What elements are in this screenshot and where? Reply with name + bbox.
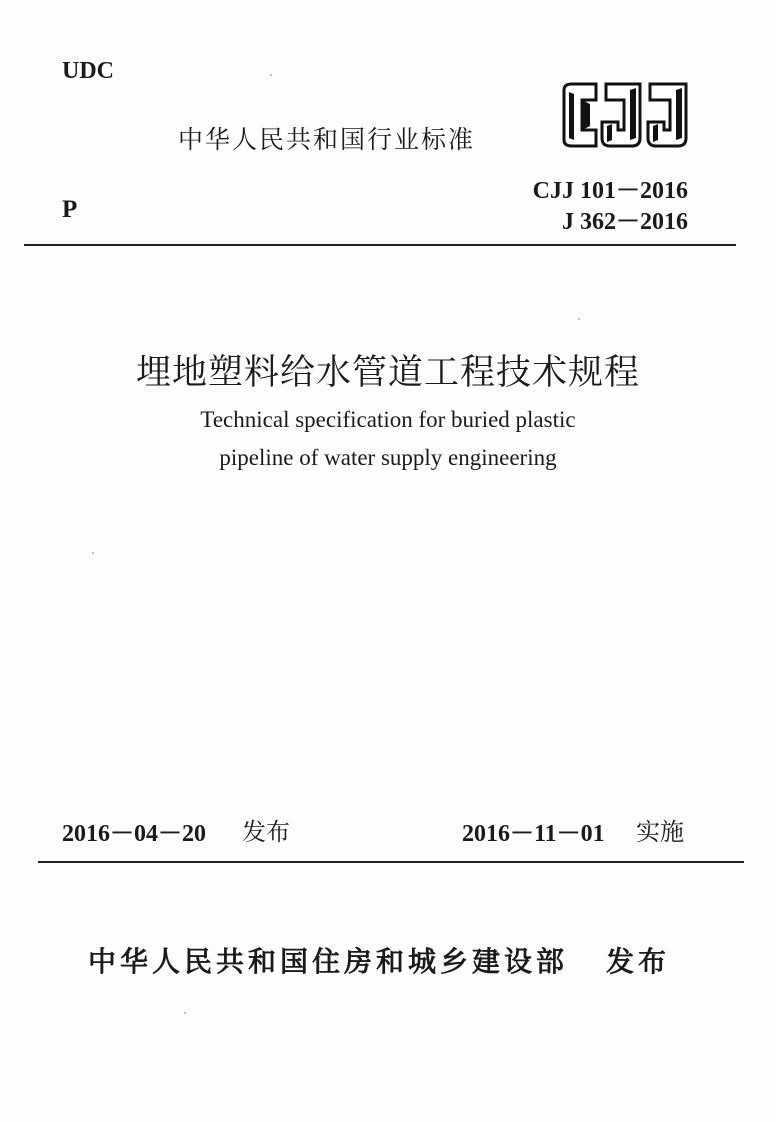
implement-label: 实施 xyxy=(636,818,684,846)
issue-label: 发布 xyxy=(242,818,290,846)
classification-label: P xyxy=(62,196,78,223)
publisher-label: 发布 xyxy=(606,945,671,978)
title-chinese: 埋地塑料给水管道工程技术规程 xyxy=(135,353,640,392)
footer-divider xyxy=(38,861,744,863)
implement-date: 2016－11－01 xyxy=(462,821,605,847)
logo-letter-j2 xyxy=(648,84,686,146)
cjj-logo xyxy=(560,82,692,148)
scan-speck xyxy=(270,74,272,76)
logo-letter-j1 xyxy=(602,84,640,146)
header-divider xyxy=(24,244,736,246)
logo-letter-c xyxy=(564,84,596,146)
record-code: J 362－2016 xyxy=(562,209,688,235)
scan-speck xyxy=(92,552,94,554)
scan-speck xyxy=(184,1012,186,1014)
issue-date: 2016－04－20 xyxy=(62,821,206,847)
scan-speck xyxy=(578,318,580,320)
udc-label: UDC xyxy=(62,58,114,84)
title-english-line1: Technical specification for buried plastic xyxy=(200,407,576,432)
publisher-name: 中华人民共和国住房和城乡建设部 xyxy=(88,945,569,978)
standard-code: CJJ 101－2016 xyxy=(532,178,688,204)
standard-type: 中华人民共和国行业标准 xyxy=(178,125,476,154)
title-english-line2: pipeline of water supply engineering xyxy=(219,445,557,470)
